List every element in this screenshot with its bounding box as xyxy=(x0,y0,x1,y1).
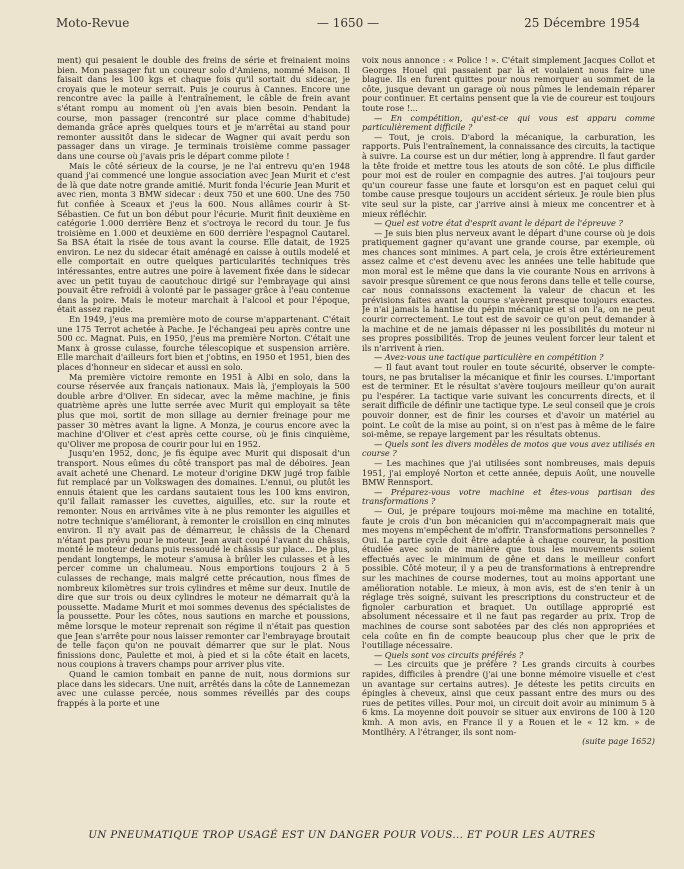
left-text-column xyxy=(57,56,350,824)
article-paragraph: ment) qui pesaient le double des freins de série et freinaient moins bien. Mon passager fut un coureur solo d'Amiens, nommé Maison. Il faisait dans les 100 kgs et chaque fois qu'il sortait du sidecar, je croyais que le moteur serrait. Puis je courus à Cannes. Encore une rencontre avec la paille à l'entraînement, le câble de frein avant s'étant rompu au moment où j'en avais bien besoin. Pendant la course, mon passager (rencontré sur place comme d'habitude) demanda grâce après quelques tours et je m'arrêtai au stand pour remonter aussitôt dans le sidecar de Wagner qui avait perdu son passager dans un virage. Je terminais troisième comme passager dans une course où j'avais pris le départ comme pilote ! xyxy=(57,56,350,161)
article-paragraph: — Oui, je prépare toujours moi-même ma machine en totalité, faute je crois d'un bon mécanicien qui m'accompagnerait mais que mes moyens m'empêchent de m'offrir. Transformations personnelles ? Oui. La partie cycle doit être adaptée à chaque coureur, la position étudiée avec soin de manière que tous les mouvements soient effectués avec le minimum de gêne et dans le meilleur confort possible. Côté moteur, il y a peu de transformations à entreprendre sur les machines de course modernes, tout au moins apportant une amélioration notable. Le mieux, à mon avis, est de s'en tenir à un réglage très soigné, suivant les prescriptions du constructeur et de fignoler carburation et braquet. Un outillage approprié est absolument nécessaire et il ne faut pas regarder au prix. Trop de machines de course sont sabotées par des clés non appropriées et cela coûte en fin de compte beaucoup plus cher que le prix de l'outillage nécessaire. xyxy=(362,505,655,651)
article-paragraph: Ma première victoire remonte en 1951 à Albi en solo, dans la course réservée aux français nationaux. Mais là, j'employais la 500 double arbre d'Oliver. En sidecar, avec la même machine, je finis quatrième après une lutte serrée avec Murit qui employait sa tête plus que moi, sortit de mon sillage au dernier freinage pour me passer 30 mètres avant la ligne. A Monza, je courus encore avec la machine d'Oliver et c'est après cette course, où je finis cinquième, qu'Oliver me proposa de courir pour lui en 1952. xyxy=(57,371,350,449)
article-paragraph: — Je suis bien plus nerveux avant le départ d'une course où je dois pratiquement gagner qu'avant une grande course, par exemple, où mes chances sont minimes. A part cela, je crois être extérieurement assez calme et c'est devenu avec les années une telle habitude que mon moral est le même que dans la vie courante Nous en arrivons à savoir presque sûrement ce que nous ferons dans telle et telle course, car nous connaissons exactement la valeur de chacun et les prévisions faites avant la course s'avèrent presque toujours exactes. Je n'ai jamais la hantise du pépin mécanique et si on l'a, on ne peut courir correctement. Le tout est de savoir ce qu'on peut demander à la machine et de ne jamais dépasser ni les possibilités du moteur ni ses propres possibilités. Trop de jeunes veulent forcer leur talent et ils n'arrivent à rien. xyxy=(362,227,655,353)
article-paragraph: — Il faut avant tout rouler en toute sécurité, observer le compte-tours, ne pas brutaliser la mécanique et finir les courses. L'important est de terminer. Et le résultat s'avère toujours meilleur qu'on aurait pu l'espérer. La tactique varie suivant les concurrents directs, et il serait difficile de définir une tactique type. Le seul conseil que je crois pouvoir donner, est de finir les courses et d'avoir un matériel au point. Le coût de la mise au point, si on n'est pas à même de le faire soi-même, se repaye largement par les résultats obtenus. xyxy=(362,362,655,440)
interview-question: — Quel est votre état d'esprit avant le départ de l'épreuve ? xyxy=(374,218,623,229)
page-number: — 1650 — xyxy=(316,16,380,30)
article-paragraph: voix nous annonce : « Police ! ». C'était simplement Jacques Collot et Georges Houel qui passaient par là et voulaient nous faire une blague. Ils en furent quittes pour nous remorquer au sommet de la côte, jusque devant un garage où nous pûmes le lendemain réparer pour continuer. Et certains pensent que la vie de coureur est toujours toute rose !... xyxy=(362,56,655,113)
article-paragraph: — Tout, je crois. D'abord la mécanique, la carburation, les rapports. Puis l'entraînement, la connaissance des circuits, la tactique à suivre. La course est un dur métier, long à apprendre. Il faut garder la tête froide et mettre tous les atouts de son côté. Le plus difficile pour moi est de rouler en compagnie des autres. J'ai toujours peur qu'un coureur fasse une faute et lorsqu'on est en paquet celui qui tombe cause presque toujours un accident sérieux. Je roule bien plus vite seul sur la piste, car j'arrive ainsi à mieux me concentrer et à mieux réfléchir. xyxy=(362,131,655,219)
interview-question: — Avez-vous une tactique particulière en compétition ? xyxy=(374,352,604,363)
interview-question: — Préparez-vous votre machine et êtes-vous partisan des transformations ? xyxy=(362,486,655,507)
interview-question: — En compétition, qu'est-ce qui vous est apparu comme particulièrement difficile ? xyxy=(362,112,655,133)
right-text-column xyxy=(362,56,655,824)
magazine-title: Moto-Revue xyxy=(56,16,130,30)
article-paragraph: — Les machines que j'ai utilisées sont nombreuses, mais depuis 1951, j'ai employé Norton et cette année, depuis Août, une nouvelle BMW Rennsport. xyxy=(362,457,655,488)
article-paragraph: — Les circuits que je préfère ? Les grands circuits à courbes rapides, difficiles à prendre (j'ai une bonne mémoire visuelle et c'est un avantage sur certains autres). Je déteste les petits circuits en épingles à cheveux, ainsi que ceux passant entre des murs ou des rues de petites villes. Pour moi, un circuit doit avoir au minimum 5 à 6 kms. La moyenne doit pouvoir se situer aux environs de 100 à 120 kmh. A mon avis, en France il y a Rouen et le « 12 km. » de Montlhéry. A l'étranger, ils sont nom- xyxy=(362,659,655,737)
article-paragraph: Mais le côté sérieux de la course, je ne l'ai entrevu qu'en 1948 quand j'ai commencé une longue association avec Jean Murit et c'est de là que date notre grande amitié. Murit fonda l'écurie Jean Murit et avec rien, monta 3 BMW sidecar : deux 750 et une 600. Une des 750 fut confiée à Sceaux et j'eus la 600. Nous allâmes courir à St-Sébastien. Ce fut un bon début pour l'écurie. Murit finit deuxième en catégorie 1.000 derrière Benz et s'octroya le record du tour. Je fus troisième en 1.000 et deuxième en 600 derrière l'espagnol Cautarel. Sa BSA était la risée de tous avant la course. Elle datait, de 1925 environ. Le nez du sidecar était aménagé en caisse à outils modelé et elle comportait en outre quelques particularités techniques très intéressantes, entre autres une poire à lavement fixée dans le sidecar avec un petit tuyau de caoutchouc dirigé sur l'embrayage qui ainsi pouvait être refroidi à volonté par le passager grâce à l'eau contenue dans la poire. Mais le moteur marchait à l'alcool et pour l'époque, était assez rapide. xyxy=(57,160,350,315)
article-paragraph: Jusqu'en 1952, donc, je fis équipe avec Murit qui disposait d'un transport. Nous eûmes du côté transport pas mal de déboires. Jean avait acheté une Chenard. Le moteur d'origine DKW jugé trop faible fut remplacé par un Volkswagen des domaines. L'ennui, ou plutôt les ennuis étaient que les cardans sautaient tous les 100 kms environ, qu'il fallait ramasser les cuvettes, aiguilles, etc. sur la route et remonter. Nous en arrivâmes vite à ne plus remonter les aiguilles et notre technique s'améliorant, à remonter le croisillon en cinq minutes environ. Il n'y avait pas de démarreur, le châssis de la Chenard n'étant pas prévu pour le moteur. Jean avait coupé l'avant du châssis, monté le moteur dedans puis ressoudé le châssis sur place... De plus, pendant longtemps, le moteur s'amusa à brûler les culasses et à les percer comme un chalumeau. Nous emportions toujours 2 à 5 culasses de rechange, mais malgré cette précaution, nous fîmes de nombreux kilomètres sur trois cylindres et même sur deux. Inutile de dire que sur trois ou deux cylindres le moteur ne démarrait qu'à la poussette. Madame Murit et moi sommes devenus des spécialistes de la poussette. Pour les côtes, nous sautions en marche et poussions, même lorsque le moteur reprenait son régime il n'était pas question que Jean s'arrête pour nous laisser remonter car l'embrayage broutait de telle façon qu'on ne pouvait démarrer que sur le plat. Nous finissions donc, Paulette et moi, à pied et si la côte était en lacets, nous coupions à travers champs pour arriver plus vite. xyxy=(57,448,350,670)
interview-question: — Quels sont vos circuits préférés ? xyxy=(374,649,524,660)
article-paragraph: En 1949, j'eus ma première moto de course m'appartenant. C'était une 175 Terrot achetée à Pache. Je l'échangeai peu après contre une 500 cc. Magnat. Puis, en 1950, j'eus ma première Norton. C'était une Manx à grosse culasse, fourche télescopique et suspension arrière. Elle marchait d'ailleurs fort bien et j'obtins, en 1950 et 1951, bien des places d'honneur en sidecar et aussi en solo. xyxy=(57,314,350,372)
interview-question: — Quels sont les divers modèles de motos que vous avez utilisés en course ? xyxy=(362,438,655,459)
page-header xyxy=(56,16,640,34)
continuation-note: (suite page 1652) xyxy=(582,736,655,747)
issue-date: 25 Décembre 1954 xyxy=(524,16,640,30)
safety-slogan-footer: UN PNEUMATIQUE TROP USAGÉ EST UN DANGER POUR VOUS... ET POUR LES AUTRES xyxy=(88,830,596,841)
article-paragraph: Quand le camion tombait en panne de nuit, nous dormions sur place dans les sidecars. Une nuit, arrêtés dans la côte de Lannemezan avec une culasse percée, nous sommes réveillés par des coups frappés à la porte et une xyxy=(57,669,350,708)
